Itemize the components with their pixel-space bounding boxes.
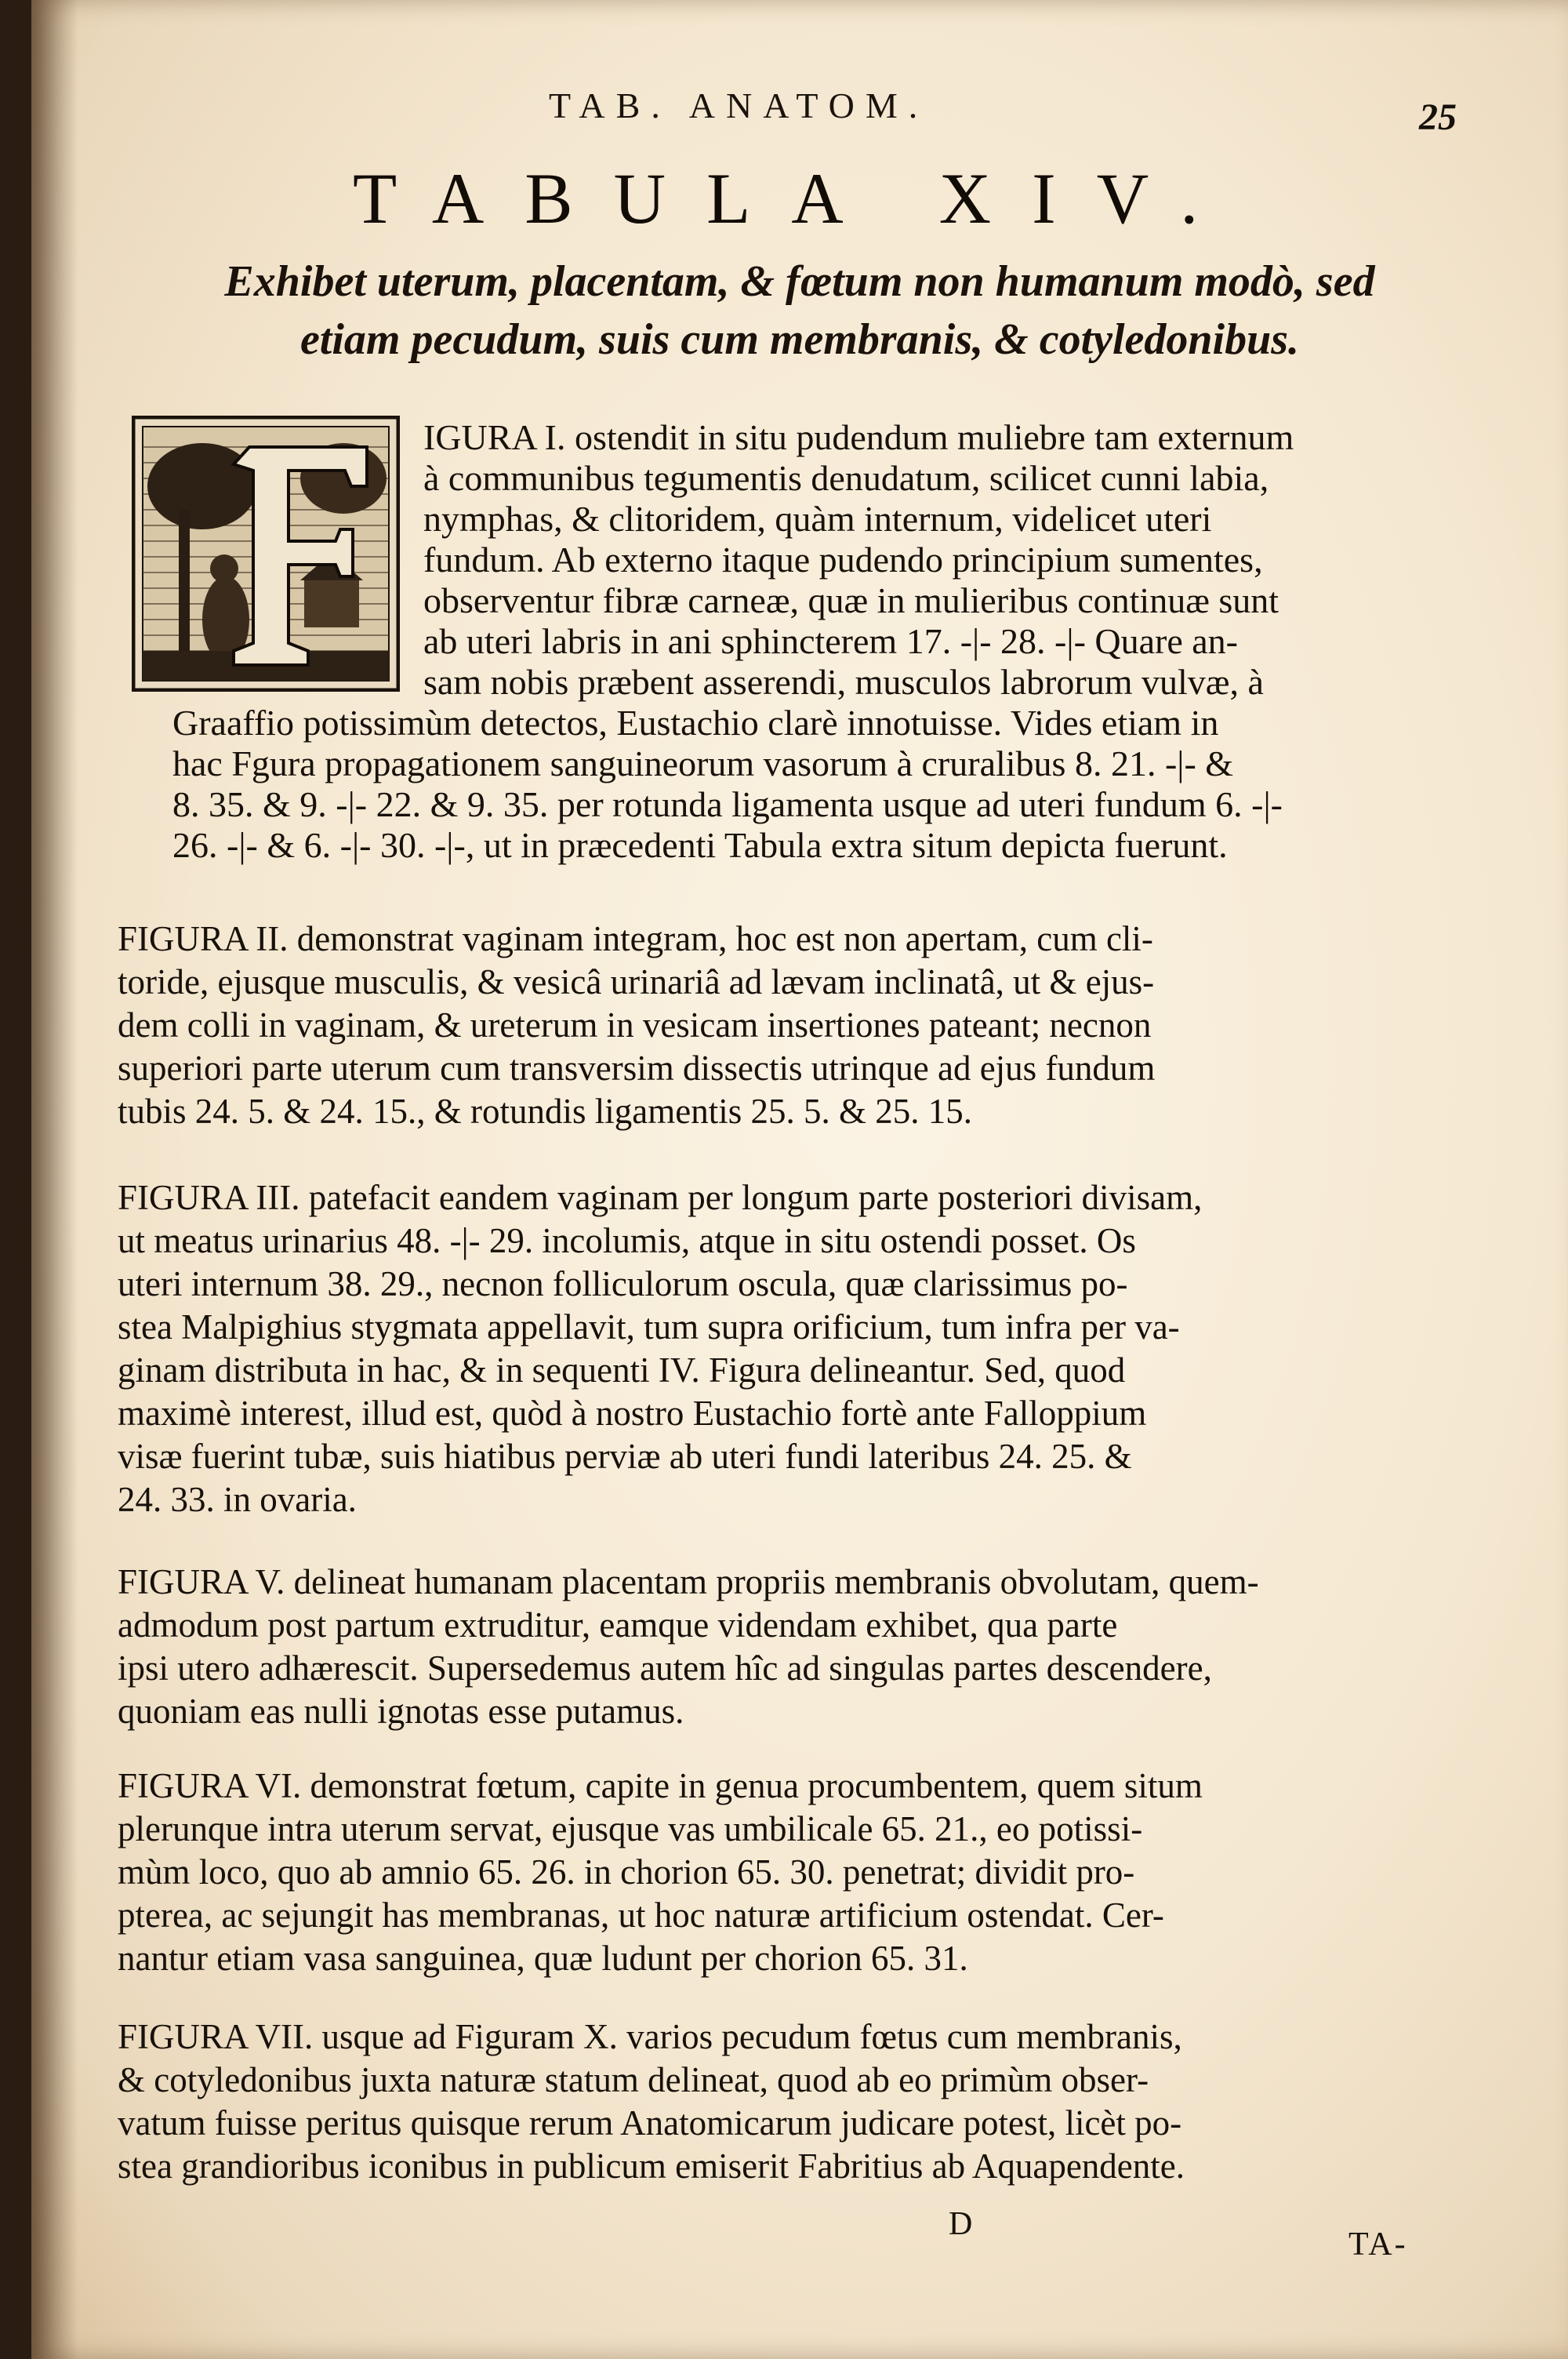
text-line: plerunque intra uterum servat, ejusque vas umbilicale 65. 21., eo potissi-: [118, 1809, 1143, 1848]
text-line: hac Fgura propagationem sanguineorum vasorum à cruralibus 8. 21. -|- &: [172, 743, 1234, 783]
text-line: ut meatus urinarius 48. -|- 29. incolumis, atque in situ ostendi posset. Os: [118, 1221, 1136, 1260]
gutter-shadow: [31, 0, 78, 2359]
text-line: IGURA I. ostendit in situ pudendum muliebre tam externum: [423, 417, 1294, 457]
text-line: & cotyledonibus juxta naturæ statum delineat, quod ab eo primùm obser-: [118, 2060, 1149, 2099]
text-line: toride, ejusque musculis, & vesicâ urinariâ ad lævam inclinatâ, ut & ejus-: [118, 962, 1155, 1001]
text-line: uteri internum 38. 29., necnon folliculorum oscula, quæ clarissimus po-: [118, 1264, 1128, 1303]
text-line: maximè interest, illud est, quòd à nostro Eustachio fortè ante Falloppium: [118, 1394, 1147, 1433]
text-line: vatum fuisse peritus quisque rerum Anatomicarum judicare potest, licèt po-: [118, 2103, 1182, 2143]
text-line: sam nobis præbent asserendi, musculos labrorum vulvæ, à: [423, 662, 1264, 702]
paragraph-figura-vii: [118, 2016, 1482, 2188]
text-line: ipsi utero adhærescit. Supersedemus autem hîc ad singulas partes descendere,: [118, 1648, 1212, 1688]
text-line: pterea, ac sejungit has membranas, ut hoc naturæ artificium ostendat. Cer-: [118, 1896, 1164, 1935]
text-line: mùm loco, quo ab amnio 65. 26. in chorion 65. 30. penetrat; dividit pro-: [118, 1852, 1135, 1892]
text-line: quoniam eas nulli ignotas esse putamus.: [118, 1692, 684, 1731]
text-line: FIGURA VII. usque ad Figuram X. varios pecudum fœtus cum membranis,: [118, 2017, 1182, 2056]
paragraph-figura-v: [118, 1561, 1482, 1733]
text-line: nymphas, & clitoridem, quàm internum, videlicet uteri: [423, 499, 1212, 539]
signature-mark: D: [949, 2206, 973, 2242]
text-line: FIGURA II. demonstrat vaginam integram, hoc est non apertam, cum cli-: [118, 919, 1153, 958]
text-line: ginam distributa in hac, & in sequenti IV. Figura delineantur. Sed, quod: [118, 1350, 1126, 1390]
text-line: superiori parte uterum cum transversim dissectis utrinque ad ejus fundum: [118, 1049, 1156, 1088]
subtitle-line: etiam pecudum, suis cum membranis, & cotyledonibus.: [299, 315, 1300, 364]
running-head: TAB. ANATOM.: [549, 85, 929, 125]
text-line: tubis 24. 5. & 24. 15., & rotundis ligamentis 25. 5. & 25. 15.: [118, 1092, 972, 1131]
text-line: à communibus tegumentis denudatum, scilicet cunni labia,: [423, 458, 1269, 498]
text-line: FIGURA III. patefacit eandem vaginam per longum parte posteriori divisam,: [118, 1178, 1203, 1217]
text-line: FIGURA VI. demonstrat fœtum, capite in genua procumbentem, quem situm: [118, 1766, 1203, 1805]
text-line: 8. 35. & 9. -|- 22. & 9. 35. per rotunda ligamenta usque ad uteri fundum 6. -|-: [172, 784, 1283, 824]
text-line: ab uteri labris in ani sphincterem 17. -|- 28. -|- Quare an-: [423, 621, 1238, 661]
text-line: visæ fuerint tubæ, suis hiatibus perviæ ab uteri fundi lateribus 24. 25. &: [118, 1437, 1132, 1476]
text-line: nantur etiam vasa sanguinea, quæ ludunt per chorion 65. 31.: [118, 1939, 968, 1978]
paragraph-figura-vi: [118, 1765, 1482, 1980]
text-line: FIGURA V. delineat humanam placentam propriis membranis obvolutam, quem-: [118, 1562, 1259, 1601]
text-line: Graaffio potissimùm detectos, Eustachio clarè innotuisse. Vides etiam in: [172, 703, 1219, 743]
woodcut-initial-f: [132, 416, 400, 692]
text-line: admodum post partum extruditur, eamque videndam exhibet, qua parte: [118, 1605, 1118, 1645]
text-line: 24. 33. in ovaria.: [118, 1480, 357, 1519]
text-line: stea grandioribus iconibus in publicum emiserit Fabritius ab Aquapendente.: [118, 2146, 1185, 2186]
text-line: stea Malpighius stygmata appellavit, tum supra orificium, tum infra per va-: [118, 1307, 1180, 1347]
text-line: fundum. Ab externo itaque pudendo principium sumentes,: [423, 540, 1263, 580]
text-line: observentur fibræ carneæ, quæ in mulieribus continuæ sunt: [423, 580, 1279, 620]
page-number: 25: [1419, 96, 1457, 138]
paragraph-figura-ii: [118, 918, 1482, 1133]
subtitle-line: Exhibet uterum, placentam, & fœtum non humanum modò, sed: [224, 257, 1375, 306]
text-line: dem colli in vaginam, & ureterum in vesicam insertiones pateant; necnon: [118, 1005, 1152, 1045]
paragraph-figura-iii: [118, 1176, 1482, 1521]
catchword: TA-: [1348, 2226, 1408, 2263]
text-line: 26. -|- & 6. -|- 30. -|-, ut in præcedenti Tabula extra situm depicta fuerunt.: [172, 825, 1228, 865]
plate-title: TABULA XIV.: [353, 158, 1240, 238]
plate-subtitle: [125, 253, 1474, 369]
book-page: [31, 0, 1568, 2359]
